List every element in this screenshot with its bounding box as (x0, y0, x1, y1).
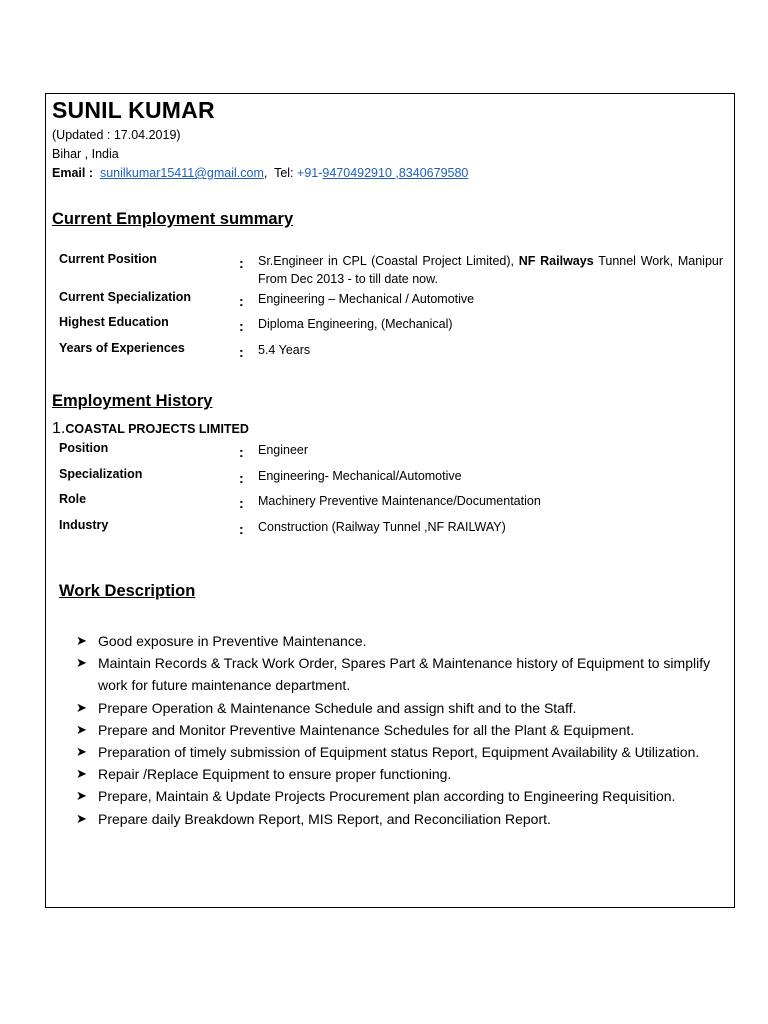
row-value: 5.4 Years (258, 343, 311, 357)
row-label: Role (59, 492, 87, 506)
location: Bihar , India (52, 147, 119, 161)
contact-line: Email : sunilkumar15411@gmail.com, Tel: +91-9470492910 ,8340679580 (52, 166, 469, 180)
arrow-bullet-icon: ➤ (76, 633, 87, 648)
row-value: Engineering – Mechanical / Automotive (258, 292, 475, 306)
arrow-bullet-icon: ➤ (76, 721, 87, 737)
list-item: ➤ Good exposure in Preventive Maintenance. (76, 630, 731, 652)
email-label: Email : (52, 166, 93, 180)
row-colon: : (239, 255, 244, 271)
row-colon: : (239, 495, 244, 511)
tel-label: Tel: (274, 166, 294, 180)
arrow-bullet-icon: ➤ (76, 655, 87, 671)
row-colon: : (239, 293, 244, 309)
row-colon: : (239, 344, 244, 360)
list-item: ➤ Maintain Records & Track Work Order, Spares Part & Maintenance history of Equipment to simplify work for future maintenance department. (76, 652, 731, 696)
arrow-bullet-icon: ➤ (76, 744, 87, 760)
row-colon: : (239, 318, 244, 334)
arrow-bullet-icon: ➤ (76, 810, 87, 826)
row-label: Highest Education (59, 315, 169, 329)
resume-page (45, 93, 735, 908)
tel-prefix: +91- (297, 166, 323, 180)
company-heading (52, 420, 249, 438)
summary-title: Current Employment summary (52, 210, 294, 228)
company-number: 1. (52, 420, 66, 437)
list-item: ➤ Prepare, Maintain & Update Projects Procurement plan according to Engineering Requisition. (76, 785, 731, 807)
list-item: ➤ Prepare and Monitor Preventive Maintenance Schedules for all the Plant & Equipment. (76, 719, 731, 741)
list-item: ➤ Preparation of timely submission of Equipment status Report, Equipment Availability & Utilization. (76, 741, 731, 763)
email-link[interactable]: sunilkumar15411@gmail.com (99, 166, 264, 180)
row-value: Diploma Engineering, (Mechanical) (258, 317, 453, 331)
row-label: Years of Experiences (59, 341, 185, 355)
arrow-bullet-icon: ➤ (76, 766, 87, 782)
tel-numbers[interactable]: 9470492910 ,8340679580 (322, 166, 469, 180)
row-value: Engineering- Mechanical/Automotive (258, 469, 462, 483)
row-label: Specialization (59, 467, 143, 481)
row-label: Current Specialization (59, 290, 191, 304)
history-title: Employment History (52, 392, 213, 410)
candidate-name: SUNIL KUMAR (52, 97, 215, 123)
company-name: COASTAL PROJECTS LIMITED (65, 422, 249, 436)
row-value: Engineer (258, 443, 309, 457)
row-value: Construction (Railway Tunnel ,NF RAILWAY) (258, 520, 506, 534)
row-colon: : (239, 470, 244, 486)
arrow-bullet-icon: ➤ (76, 699, 87, 715)
work-description-title: Work Description (59, 582, 196, 600)
row-label: Industry (59, 518, 109, 532)
work-description-list (76, 630, 731, 830)
list-item: ➤ Prepare daily Breakdown Report, MIS Report, and Reconciliation Report. (76, 808, 731, 830)
row-colon: : (239, 444, 244, 460)
list-item: ➤ Repair /Replace Equipment to ensure proper functioning. (76, 763, 731, 785)
row-label: Position (59, 441, 109, 455)
row-colon: : (239, 521, 244, 537)
list-item: ➤ Prepare Operation & Maintenance Schedule and assign shift and to the Staff. (76, 697, 731, 719)
row-value: Machinery Preventive Maintenance/Documentation (258, 494, 541, 508)
updated-date: (Updated : 17.04.2019) (52, 128, 181, 142)
arrow-bullet-icon: ➤ (76, 788, 87, 804)
row-value: Sr.Engineer in CPL (Coastal Project Limited), NF Railways Tunnel Work, Manipur From Dec 2013 - to till date now. (258, 254, 724, 286)
row-label: Current Position (59, 252, 157, 266)
